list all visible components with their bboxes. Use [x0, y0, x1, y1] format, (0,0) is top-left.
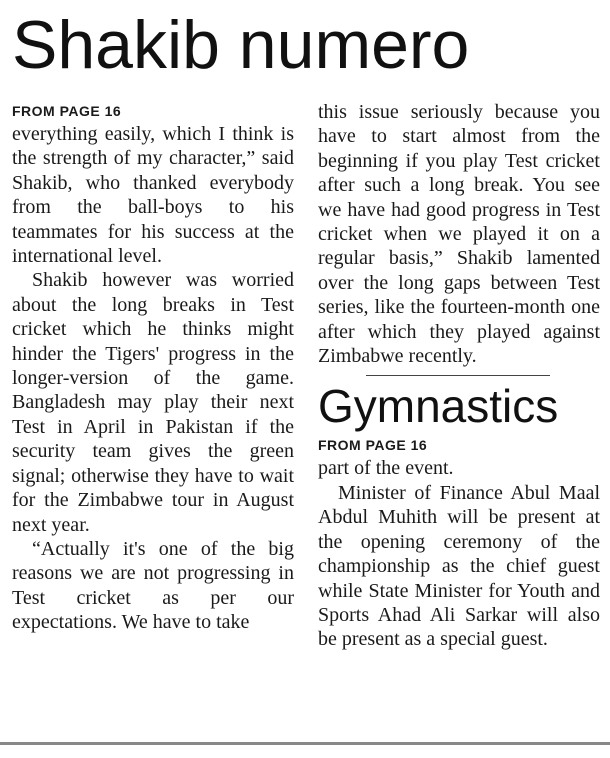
headline-gymnastics: Gymnastics — [318, 380, 559, 433]
paragraph: “Actually it's one of the big reasons we are not progressing in Test cricket as per our expectations. We have to take — [12, 537, 294, 634]
right-column — [318, 100, 600, 652]
kicker-from-page-16: FROM PAGE 16 — [12, 103, 122, 119]
kicker-from-page-16: FROM PAGE 16 — [318, 437, 428, 454]
article-shakib-left-column — [12, 100, 294, 635]
page-bottom-rule — [0, 742, 610, 745]
headline-shakib: Shakib numero — [12, 7, 470, 83]
paragraph: everything easily, which I think is the strength of my character,” said Shakib, who thanked everybody from the ball-boys to his teammates for his success at the international level. — [12, 123, 294, 268]
paragraph: Minister of Finance Abul Maal Abdul Muhith will be present at the opening ceremony of the championship as the chief guest while State Minister for Youth and Sports Ahad Ali Sarkar will also be present as a special guest. — [318, 481, 600, 651]
paragraph: part of the event. — [318, 457, 454, 480]
paragraph: Shakib however was worried about the long breaks in Test cricket which he thinks might hinder the Tigers' progress in the longer-version of the game. Bangladesh may play their next Test in April in Pakistan if the security team gives the green signal; otherwise they have to wait for the Zimbabwe tour in August next year. — [12, 269, 294, 536]
paragraph: this issue seriously because you have to start almost from the beginning if you play Test cricket after such a long break. You see we have had good progress in Test cricket when we played it on a regular basis,” Shakib lamented over the long gaps between Test series, like the fourteen-month one after which they played against Zimbabwe recently. — [318, 101, 600, 368]
article-divider — [366, 375, 550, 376]
